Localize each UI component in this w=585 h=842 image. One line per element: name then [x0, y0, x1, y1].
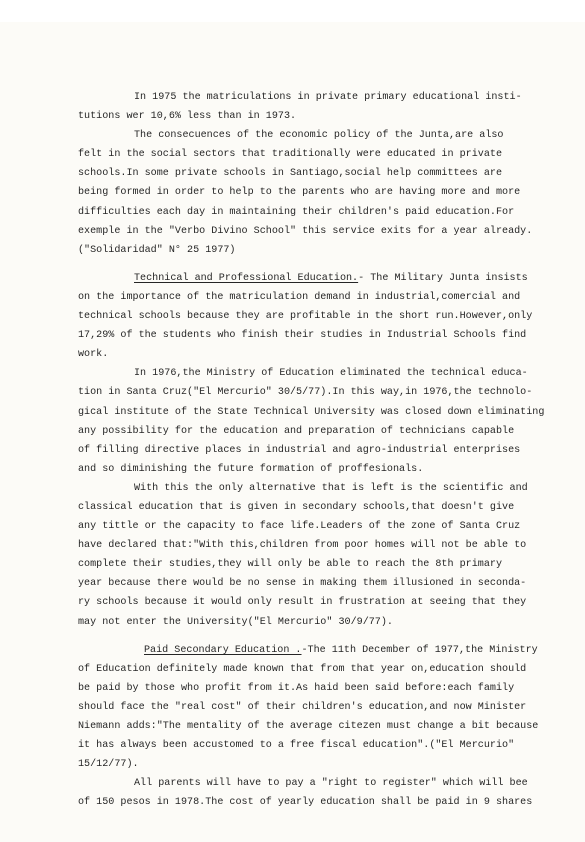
text-line: felt in the social sectors that traditionally were educated in private: [78, 149, 503, 161]
text-line: classical education that is given in secondary schools,that doesn't give: [78, 501, 515, 513]
text-line: Niemann adds:"The mentality of the average citezen must change a bit because: [78, 721, 539, 732]
section-heading-technical: Technical and Professional Education.: [134, 272, 359, 284]
section-line: [78, 269, 548, 288]
paragraph-gap: [78, 260, 548, 269]
text-line: any tittle or the capacity to face life.Leaders of the zone of Santa Cruz: [78, 521, 521, 533]
text-line: The consecuences of the economic policy of the Junta,are also: [134, 130, 504, 142]
paragraph-gap: [78, 632, 548, 641]
document-body: [78, 88, 548, 812]
text-line: it has always been accustomed to a free fiscal education".("El Mercurio": [78, 740, 515, 752]
text-line: tion in Santa Cruz("El Mercurio" 30/5/77).In this way,in 1976,the technolo-: [78, 387, 533, 399]
text-line: be paid by those who profit from it.As haid been said before:each family: [78, 682, 515, 694]
text-segment: - The Military Junta insists: [358, 272, 528, 284]
text-line: have declared that:"With this,children from poor homes will not be able to: [78, 540, 527, 552]
text-line: work.: [78, 349, 109, 361]
text-line: on the importance of the matriculation demand in industrial,comercial and: [78, 291, 521, 303]
text-line: ("Solidaridad" N° 25 1977): [78, 244, 236, 256]
text-line: In 1976,the Ministry of Education eliminated the technical educa-: [134, 368, 528, 380]
text-line: gical institute of the State Technical University was closed down eliminating: [78, 406, 545, 418]
text-segment: -The 11th December of 1977,the Ministry: [301, 644, 538, 656]
text-line: of Education definitely made known that from that year on,education should: [78, 663, 527, 675]
text-line: technical schools because they are profitable in the short run.However,only: [78, 311, 533, 323]
text-line: schools.In some private schools in Santiago,social help committees are: [78, 168, 503, 180]
text-line: ry schools because it would only result in frustration at seeing that they: [78, 597, 527, 609]
section-line: [78, 641, 548, 660]
text-line: exemple in the "Verbo Divino School" this service exits for a year already.: [78, 225, 533, 237]
text-line: may not enter the University("El Mercurio" 30/9/77).: [78, 616, 393, 628]
text-line: In 1975 the matriculations in private primary educational insti-: [134, 92, 522, 103]
text-line: 17,29% of the students who finish their studies in Industrial Schools find: [78, 330, 527, 342]
text-line: tutions wer 10,6% less than in 1973.: [78, 111, 297, 123]
text-line: should face the "real cost" of their children's education,and now Minister: [78, 701, 527, 713]
text-line: year because there would be no sense in making them illusioned in seconda-: [78, 578, 527, 590]
text-line: 15/12/77).: [78, 759, 139, 771]
text-line: With this the only alternative that is left is the scientific and: [134, 482, 528, 494]
text-line: All parents will have to pay a "right to register" which will bee: [134, 778, 528, 790]
text-line: difficulties each day in maintaining their children's paid education.For: [78, 206, 515, 218]
text-line: complete their studies,they will only be able to reach the 8th primary: [78, 559, 503, 571]
text-line: of filling directive places in industrial and agro-industrial enterprises: [78, 444, 521, 456]
document-page: [0, 22, 585, 842]
section-heading-paid-secondary: Paid Secondary Education .: [144, 644, 302, 656]
text-line: of 150 pesos in 1978.The cost of yearly education shall be paid in 9 shares: [78, 797, 533, 809]
text-line: and so diminishing the future formation of proffesionals.: [78, 463, 424, 475]
text-line: any possibility for the education and preparation of technicians capable: [78, 425, 515, 437]
text-line: being formed in order to help to the parents who are having more and more: [78, 187, 521, 199]
